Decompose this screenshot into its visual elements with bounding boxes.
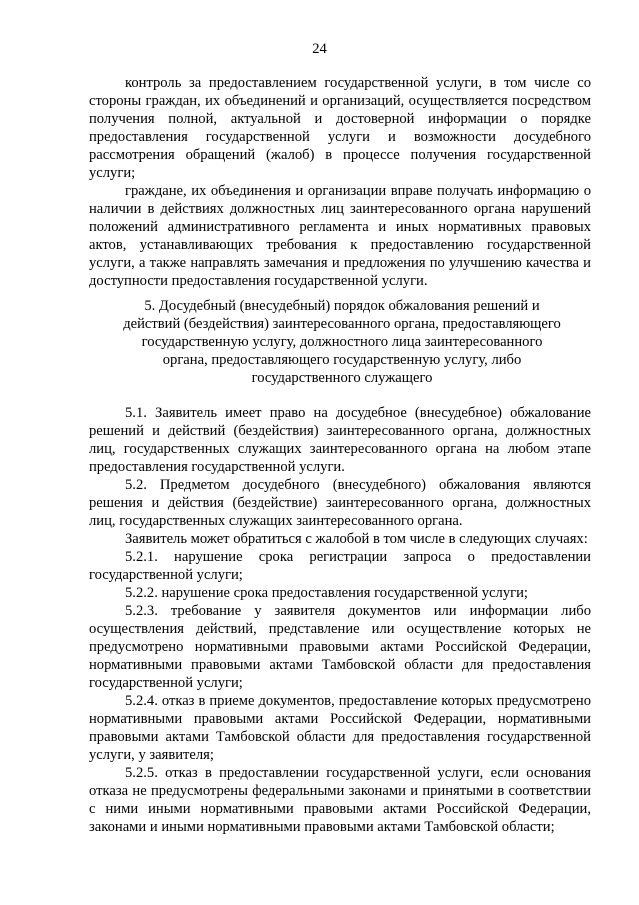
paragraph: Заявитель может обратиться с жалобой в том числе в следующих случаях:	[125, 531, 588, 547]
section-heading	[118, 297, 566, 387]
paragraph: 5.2.5. отказ в предоставлении государственной услуги, если основания отказа не предусмотрены федеральными законами и принятыми в соответствии с ними иными нормативными правовыми актами Российской Федерации, законами и иными нормативными правовыми актами Тамбовской области;	[89, 765, 591, 835]
intro-text-block	[89, 74, 591, 290]
paragraph: 5.2.3. требование у заявителя документов или информации либо осуществления действий, представление или осуществление которых не предусмотрено нормативными правовыми актами Российской Федерации, нормативными правовыми актами Тамбовской области для предоставления государственной услуги;	[89, 603, 591, 691]
paragraph: 5.1. Заявитель имеет право на досудебное (внесудебное) обжалование решений и действий (бездействия) заинтересованного органа, должностных лиц, государственных служащих заинтересованного органа на любом этапе предоставления государственной услуги.	[89, 405, 591, 475]
page-number: 24	[312, 41, 327, 57]
paragraph: контроль за предоставлением государственной услуги, в том числе со стороны граждан, их объединений и организаций, осуществляется посредством получения полной, актуальной и достоверной информации о порядке предоставления государственной услуги и возможности досудебного рассмотрения обращений (жалоб) в процессе получения государственной услуги;	[89, 75, 591, 181]
paragraph: 5.2.4. отказ в приеме документов, предоставление которых предусмотрено нормативными правовыми актами Российской Федерации, нормативными правовыми актами Тамбовской области для предоставления государственной услуги, у заявителя;	[89, 693, 591, 763]
section-title: 5. Досудебный (внесудебный) порядок обжалования решений и действий (бездействия) заинтересованного органа, предоставляющего государственную услугу, должностного лица заинтересованного органа, предоставляющего государственную услугу, либо государственного служащего	[123, 298, 561, 386]
paragraph: граждане, их объединения и организации вправе получать информацию о наличии в действиях должностных лиц заинтересованного органа нарушений положений административного регламента и иных нормативных правовых актов, устанавливающих требования к предоставлению государственной услуги, а также направлять замечания и предложения по улучшению качества и доступности предоставления государственной услуги.	[89, 183, 591, 289]
paragraph: 5.2.2. нарушение срока предоставления государственной услуги;	[125, 585, 528, 601]
paragraph: 5.2. Предметом досудебного (внесудебного) обжалования являются решения и действия (бездействие) заинтересованного органа, должностных лиц, государственных служащих заинтересованного органа.	[89, 477, 591, 529]
section-text-block	[89, 404, 591, 836]
paragraph: 5.2.1. нарушение срока регистрации запроса о предоставлении государственной услуги;	[89, 549, 591, 583]
